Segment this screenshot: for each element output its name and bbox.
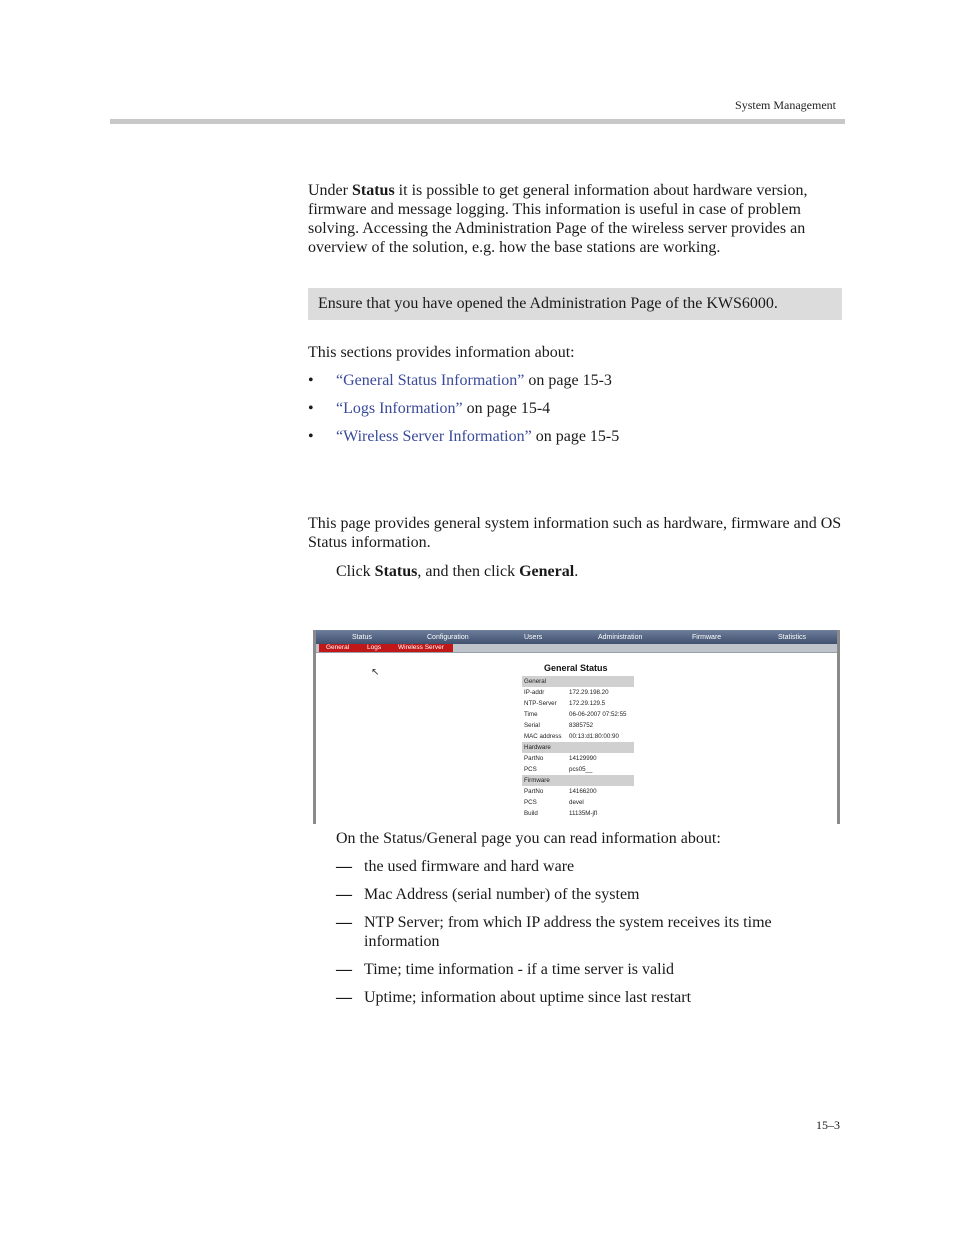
bullet: • — [308, 372, 314, 389]
table-row — [522, 720, 634, 731]
row-key: Build — [524, 810, 538, 817]
table-section-row — [522, 775, 634, 786]
read-list — [336, 857, 816, 1016]
running-header: System Management — [735, 98, 836, 112]
step-instruction — [336, 562, 578, 581]
row-value: 00:13:d1:80:00:90 — [569, 733, 619, 740]
step-text: , and then click — [417, 563, 520, 580]
step-text: . — [574, 563, 579, 580]
general-status-screenshot — [313, 630, 840, 824]
nav-users: Users — [524, 634, 543, 641]
xref-general-status[interactable]: “General Status Information” — [336, 372, 525, 389]
row-key: PartNo — [524, 755, 544, 762]
nav-status: Status — [352, 634, 372, 641]
list-item — [308, 427, 619, 455]
step-text: Click — [336, 563, 375, 580]
page-ref: on page 15-3 — [524, 372, 612, 389]
screenshot-nav-bar — [316, 630, 837, 644]
page-ref: on page 15-4 — [462, 400, 551, 417]
dash: — — [336, 858, 352, 875]
list-item — [336, 988, 816, 1007]
table-row — [522, 797, 634, 808]
nav-statistics: Statistics — [778, 634, 807, 641]
list-item-text: NTP Server; from which IP address the system receives its time information — [364, 914, 772, 950]
table-row — [522, 698, 634, 709]
dash: — — [336, 914, 352, 931]
row-key: Firmware — [524, 777, 550, 784]
screenshot-title: General Status — [544, 663, 608, 673]
table-section-row — [522, 676, 634, 687]
row-value: 8385752 — [569, 722, 594, 729]
intro-bold-status: Status — [351, 182, 395, 199]
bullet: • — [308, 400, 314, 417]
dash: — — [336, 989, 352, 1006]
table-row — [522, 764, 634, 775]
nav-configuration: Configuration — [427, 634, 469, 641]
row-value: 11135M-jfl — [569, 810, 597, 817]
row-key: Time — [524, 711, 538, 718]
row-key: IP-addr — [524, 689, 545, 696]
xref-wireless-server[interactable]: “Wireless Server Information” — [336, 428, 532, 445]
row-key: PCS — [524, 799, 537, 806]
row-value: devel — [569, 799, 584, 806]
table-row — [522, 731, 634, 742]
row-value: 14129990 — [569, 755, 597, 762]
list-item — [336, 885, 816, 904]
table-section-row — [522, 742, 634, 753]
table-row — [522, 753, 634, 764]
bullet: • — [308, 428, 314, 445]
row-key: MAC address — [524, 733, 562, 740]
sections-list — [308, 371, 619, 455]
list-item-text: Mac Address (serial number) of the system — [364, 886, 640, 903]
xref-logs[interactable]: “Logs Information” — [336, 400, 463, 417]
table-row — [522, 687, 634, 698]
list-item-text: Uptime; information about uptime since last restart — [364, 989, 692, 1006]
row-value: 172.29.129.5 — [569, 700, 606, 707]
row-key: Serial — [524, 722, 540, 729]
header-rule — [110, 119, 845, 124]
page-ref: on page 15-5 — [531, 428, 620, 445]
list-item — [308, 399, 619, 427]
subnav-logs: Logs — [367, 644, 382, 651]
intro-pre: Under — [308, 182, 352, 199]
row-value: 172.29.198.20 — [569, 689, 609, 696]
row-key: PartNo — [524, 788, 544, 795]
step-bold-status: Status — [374, 563, 418, 580]
list-item — [336, 960, 816, 979]
nav-firmware: Firmware — [692, 634, 722, 641]
row-key: PCS — [524, 766, 537, 773]
row-key: NTP-Server — [524, 700, 557, 707]
nav-administration: Administration — [598, 634, 643, 641]
read-intro: On the Status/General page you can read information about: — [336, 830, 721, 847]
general-paragraph: This page provides general system information such as hardware, firmware and OS Status information. — [308, 515, 842, 551]
page-number: 15–3 — [816, 1118, 840, 1132]
intro-paragraph — [308, 181, 844, 257]
status-table — [522, 676, 634, 819]
intro-post: it is possible to get general information about hardware version, firmware and message logging. This information is useful in case of problem solving. Accessing the Administration Page of the wireless server provides an overview of the solution, e.g. how the base stations are working. — [308, 182, 808, 256]
row-value: pcs05__ — [569, 766, 593, 773]
list-item — [336, 913, 816, 951]
step-bold-general: General — [519, 563, 575, 580]
row-value: 06-06-2007 07:52:55 — [569, 711, 627, 718]
mouse-cursor-icon: ↖ — [371, 667, 380, 678]
table-row — [522, 808, 634, 819]
sections-intro: This sections provides information about: — [308, 344, 575, 361]
subnav-wireless-server: Wireless Server — [398, 644, 444, 651]
table-row — [522, 786, 634, 797]
dash: — — [336, 886, 352, 903]
list-item-text: Time; time information - if a time server is valid — [364, 961, 675, 978]
list-item-text: the used firmware and hard ware — [364, 858, 575, 875]
row-key: Hardware — [524, 744, 551, 751]
table-row — [522, 709, 634, 720]
dash: — — [336, 961, 352, 978]
row-value: 14166200 — [569, 788, 597, 795]
screenshot-subnav — [316, 644, 837, 653]
note-box: Ensure that you have opened the Administration Page of the KWS6000. — [308, 288, 842, 320]
subnav-general: General — [326, 644, 350, 651]
row-key: General — [524, 678, 547, 685]
list-item — [336, 857, 816, 876]
list-item — [308, 371, 619, 399]
